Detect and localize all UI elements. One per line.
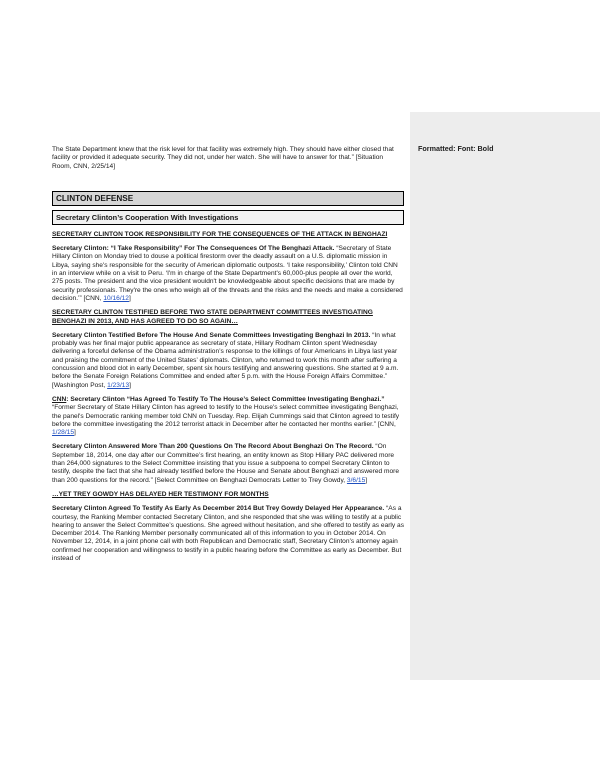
section-header-clinton-defense: CLINTON DEFENSE — [52, 191, 404, 206]
paragraph-agreed-to-testify — [52, 396, 404, 437]
paragraph-testified-2013 — [52, 332, 404, 390]
paragraph-body: “As a courtesy, the Ranking Member contacted Secretary Clinton, and she responded that she was willing to testify at a public hearing to answer the Select Committee’s questions. She agreed without hesitation, and she offered to testify as early as December 2014. The Ranking Member personally communicated all of this information to you in October 2014. On November 12, 2014, in a joint phone call with both Republican and Democratic staff, Secretary Clinton’s attorney again confirmed her cooperation and willingness to testify in a public hearing before the Committee as early as December. But instead of — [52, 505, 404, 562]
section-header-cooperation: Secretary Clinton’s Cooperation With Investigations — [52, 210, 404, 225]
citation-link[interactable]: 1/28/15 — [52, 429, 74, 437]
citation-end: ] — [365, 476, 368, 484]
paragraph-lead: Secretary Clinton Agreed To Testify As Early As December 2014 But Trey Gowdy Delayed Her Appearance. — [52, 505, 385, 513]
paragraph-200-questions — [52, 443, 404, 484]
citation-end: ] — [129, 381, 131, 389]
source-label: CNN — [52, 395, 67, 403]
paragraph-body: “On September 18, 2014, one day after our Committee’s first hearing, an entity known as Stop Hillary PAC delivered more than 264,000 signatures to the Select Committee insisting that you issue a subpoena to compel Secretary Clinton to testify, despite the fact that she had already testified before the House and Senate about Benghazi and answered more than 200 questions for the record.” [Select Committee on Benghazi Democrats Letter to Trey Gowdy, — [52, 443, 400, 484]
paragraph-gowdy-delay — [52, 505, 404, 563]
document-body — [52, 146, 404, 569]
paragraph-lead: Secretary Clinton Testified Before The House And Senate Committees Investigating Benghazi In 2013. — [52, 331, 371, 339]
heading-gowdy-delayed: …YET TREY GOWDY HAS DELAYED HER TESTIMONY FOR MONTHS — [52, 490, 269, 498]
heading-testified: SECRETARY CLINTON TESTIFIED BEFORE TWO STATE DEPARTMENT COMMITTEES INVESTIGATING BENGHAZI IN 2013, AND HAS AGREED TO DO SO AGAIN… — [52, 309, 373, 325]
intro-paragraph: The State Department knew that the risk level for that facility was extremely high. They should have either closed that facility or provided it adequate security. They did not, under her watch. She will have to answer for that.” [Situation Room, CNN, 2/25/14] — [52, 146, 394, 170]
citation-link[interactable]: 1/23/13 — [107, 381, 130, 389]
spacer — [52, 177, 404, 191]
paragraph-lead: Secretary Clinton: “I Take Responsibility” For The Consequences Of The Benghazi Attack. — [52, 245, 335, 253]
paragraph-body: “Secretary of State Hillary Clinton on Monday tried to douse a political firestorm over the deadly assault on a U.S. diplomatic mission in Libya, saying she's responsible for the security of American diplomatic outposts. ‘I take responsibility,’ Clinton told CNN in an interview while on a visit to Peru. ‘I'm in charge of the State Department's 60,000-plus people all over the world, 275 posts. The president and the vice president wouldn't be knowledgeable about specific decisions that are made by security professionals. They're the ones who weigh all of the threats and the risks and the needs and make a considered decision.’” [CNN, — [52, 245, 403, 302]
comments-pane — [410, 112, 600, 680]
paragraph-lead: Secretary Clinton Answered More Than 200 Questions On The Record About Benghazi On The Record. — [52, 443, 374, 451]
heading-took-responsibility: SECRETARY CLINTON TOOK RESPONSIBILITY FOR THE CONSEQUENCES OF THE ATTACK IN BENGHAZI — [52, 230, 388, 238]
citation-end: ] — [74, 429, 76, 437]
citation-link[interactable]: 10/16/12 — [103, 294, 129, 302]
citation-link[interactable]: 3/6/15 — [346, 476, 366, 484]
comment-format-note[interactable]: Formatted: Font: Bold — [418, 144, 494, 153]
paragraph-lead: : Secretary Clinton “Has Agreed To Testify To The House’s Select Committee Investigating Benghazi.” — [66, 395, 385, 403]
citation-end: ] — [128, 294, 131, 302]
paragraph-body: “In what probably was her final major public appearance as secretary of state, Hillary Rodham Clinton spent Wednesday delivering a forceful defense of the Obama administration’s response to the killings of four Americans in Libya last year and praising the commitment of the United States’ diplomats. Clinton, who returned to work this month after suffering a concussion and blood clot in early December, spent six hours testifying and answering questions. She started at 9 a.m. before the Senate Foreign Relations Committee and ended after 5 p.m. with the House Foreign Affairs Committee.” [Washington Post, — [52, 331, 399, 389]
paragraph-body: “Former Secretary of State Hillary Clinton has agreed to testify to the House's select committee investigating Benghazi, the panel's Democratic ranking member told CNN on Tuesday. Rep. Elijah Cummings said that Clinton agreed to testify before the committee investigating the 2012 terrorist attack in December after he contacted her months earlier.” [CNN, — [52, 404, 400, 428]
paragraph-take-responsibility — [52, 245, 404, 303]
